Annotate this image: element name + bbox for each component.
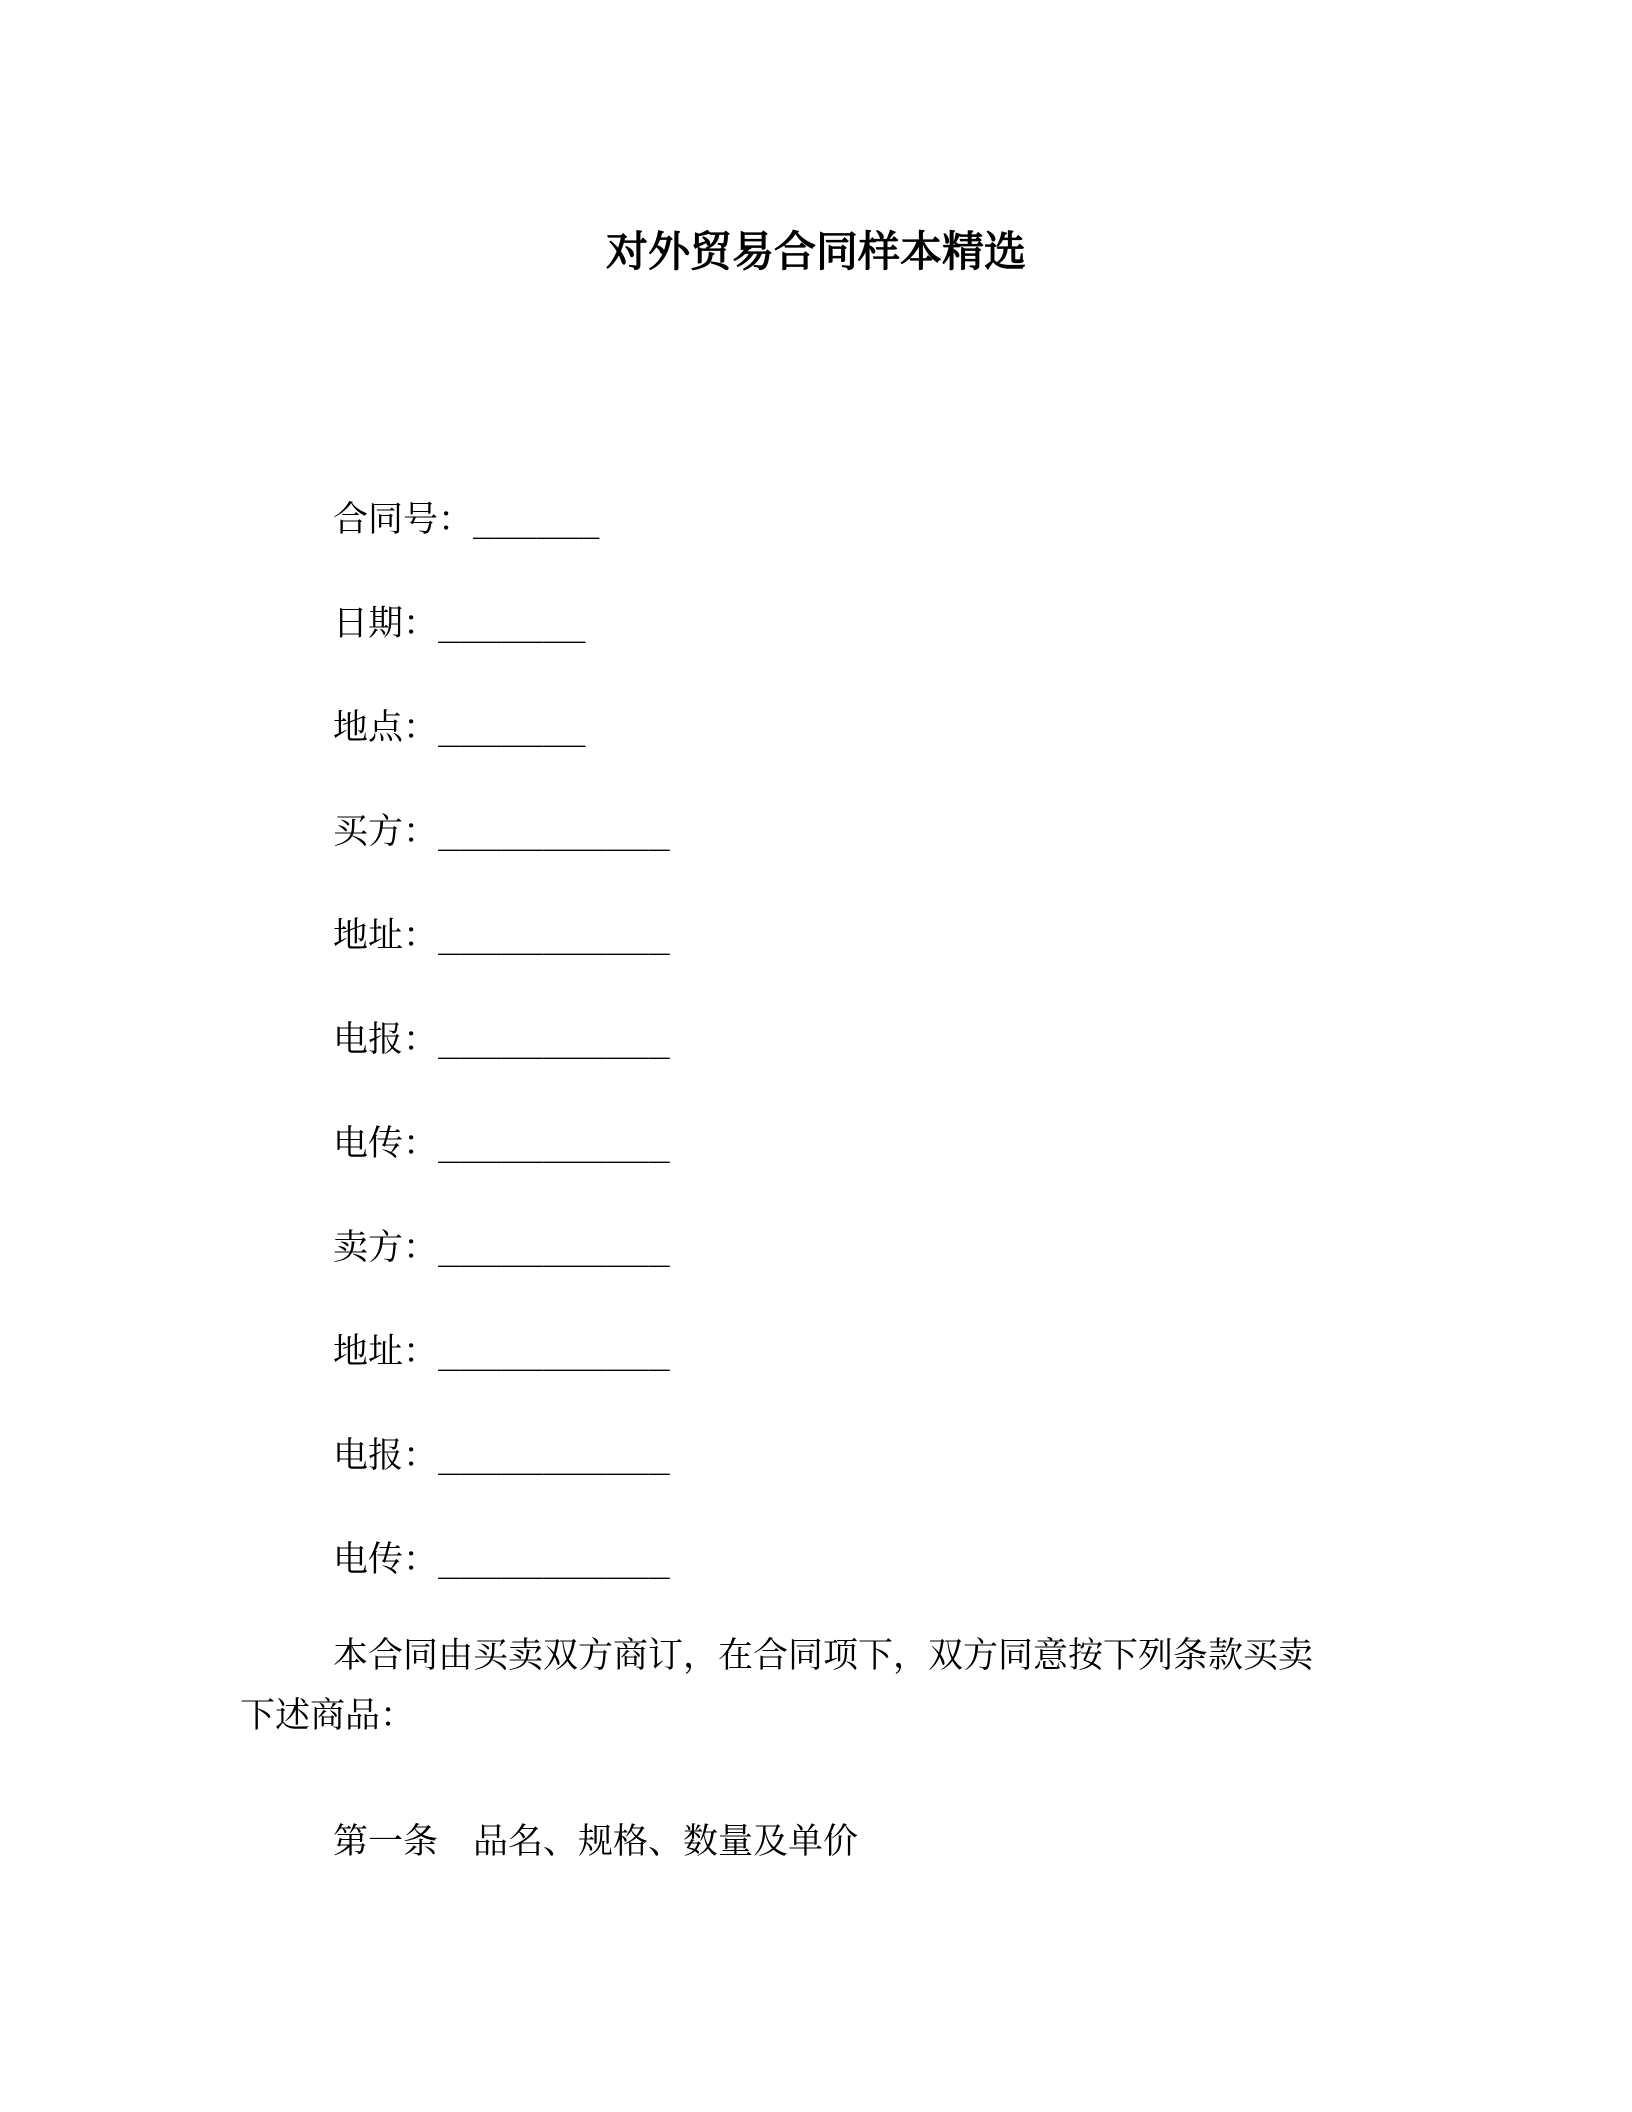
intro-line-1: 本合同由买卖双方商订，在合同项下，双方同意按下列条款买卖 [333, 1636, 1314, 1676]
field-seller-telex [333, 1530, 1333, 1634]
field-location [333, 698, 1333, 802]
document-title: 对外贸易合同样本精选 [605, 227, 1026, 276]
field-label: 电传： [333, 1540, 439, 1580]
field-blank: ___________ [438, 1540, 670, 1580]
field-blank: ___________ [438, 1020, 670, 1060]
field-label: 合同号： [333, 500, 474, 540]
field-blank: ___________ [438, 1124, 670, 1164]
field-blank: ___________ [438, 916, 670, 956]
field-seller-address [333, 1322, 1333, 1426]
intro-paragraph [240, 1626, 1388, 1746]
field-seller [333, 1218, 1333, 1322]
field-blank: ___________ [438, 1228, 670, 1268]
field-label: 日期： [333, 604, 439, 644]
field-buyer [333, 802, 1333, 906]
field-label: 卖方： [333, 1228, 439, 1268]
field-blank: ___________ [438, 1332, 670, 1372]
field-blank: ______ [473, 500, 600, 540]
field-buyer-address [333, 906, 1333, 1010]
field-date [333, 594, 1333, 698]
field-label: 地址： [333, 916, 439, 956]
field-buyer-telegram [333, 1010, 1333, 1114]
intro-line-2: 下述商品： [240, 1696, 416, 1736]
field-contract-number [333, 490, 1333, 594]
field-seller-telegram [333, 1426, 1333, 1530]
field-blank: _______ [438, 604, 586, 644]
field-blank: ___________ [438, 812, 670, 852]
field-label: 电报： [333, 1020, 439, 1060]
field-buyer-telex [333, 1114, 1333, 1218]
field-blank: ___________ [438, 1436, 670, 1476]
field-blank: _______ [438, 708, 586, 748]
field-label: 买方： [333, 812, 439, 852]
article-1-heading: 第一条 品名、规格、数量及单价 [333, 1822, 859, 1862]
field-label: 电传： [333, 1124, 439, 1164]
field-label: 电报： [333, 1436, 439, 1476]
field-label: 地点： [333, 708, 439, 748]
field-label: 地址： [333, 1332, 439, 1372]
contract-header-fields [333, 490, 1333, 1634]
